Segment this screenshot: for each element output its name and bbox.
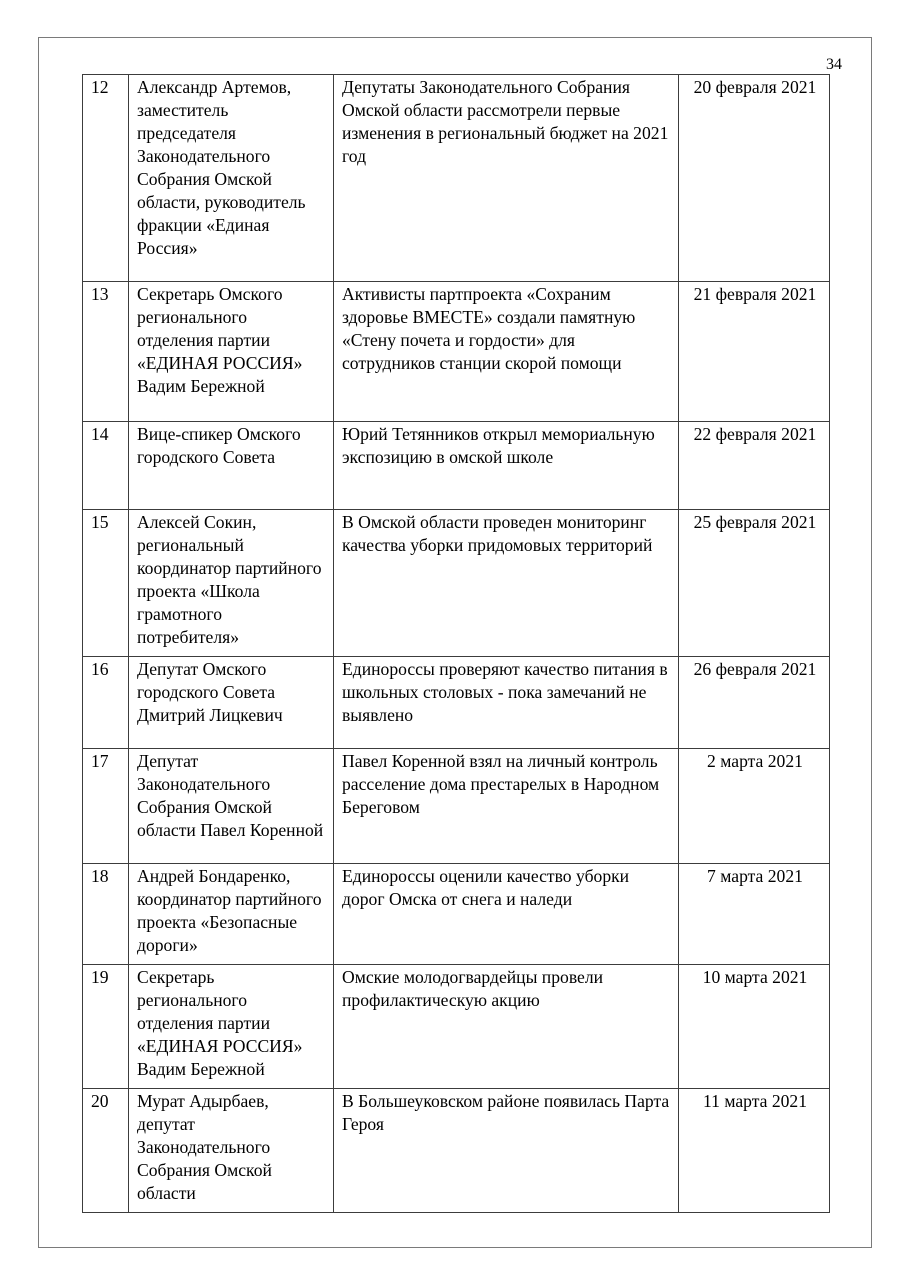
row-person: Вице-спикер Омского городского Совета [129, 422, 334, 510]
row-date: 7 марта 2021 [679, 864, 830, 965]
row-number: 17 [83, 749, 129, 864]
row-number: 18 [83, 864, 129, 965]
row-person: Александр Артемов, заместитель председателя Законодательного Собрания Омской области, руководитель фракции «Единая Россия» [129, 75, 334, 282]
row-event: Юрий Тетянников открыл мемориальную экспозицию в омской школе [334, 422, 679, 510]
table-row [83, 510, 830, 657]
row-number: 19 [83, 965, 129, 1089]
row-date: 26 февраля 2021 [679, 657, 830, 749]
row-date: 11 марта 2021 [679, 1089, 830, 1213]
row-person: Депутат Омского городского Совета Дмитрий Лицкевич [129, 657, 334, 749]
row-event: Единороссы проверяют качество питания в школьных столовых - пока замечаний не выявлено [334, 657, 679, 749]
table-row [83, 75, 830, 282]
row-date: 22 февраля 2021 [679, 422, 830, 510]
row-number: 15 [83, 510, 129, 657]
row-number: 20 [83, 1089, 129, 1213]
row-person: Депутат Законодательного Собрания Омской области Павел Коренной [129, 749, 334, 864]
table-row [83, 422, 830, 510]
row-date: 21 февраля 2021 [679, 282, 830, 422]
row-event: В Омской области проведен мониторинг качества уборки придомовых территорий [334, 510, 679, 657]
row-number: 12 [83, 75, 129, 282]
row-event: Единороссы оценили качество уборки дорог Омска от снега и наледи [334, 864, 679, 965]
row-event: Омские молодогвардейцы провели профилактическую акцию [334, 965, 679, 1089]
row-event: Павел Коренной взял на личный контроль расселение дома престарелых в Народном Береговом [334, 749, 679, 864]
row-number: 16 [83, 657, 129, 749]
page-number: 34 [826, 56, 842, 73]
table-row [83, 282, 830, 422]
row-person: Секретарь регионального отделения партии «ЕДИНАЯ РОССИЯ» Вадим Бережной [129, 965, 334, 1089]
events-table [82, 74, 830, 1213]
row-event: Активисты партпроекта «Сохраним здоровье ВМЕСТЕ» создали памятную «Стену почета и гордости» для сотрудников станции скорой помощи [334, 282, 679, 422]
row-number: 13 [83, 282, 129, 422]
table-row [83, 749, 830, 864]
table-row [83, 864, 830, 965]
row-date: 10 марта 2021 [679, 965, 830, 1089]
row-person: Андрей Бондаренко, координатор партийного проекта «Безопасные дороги» [129, 864, 334, 965]
table-row [83, 657, 830, 749]
row-event: Депутаты Законодательного Собрания Омской области рассмотрели первые изменения в региональный бюджет на 2021 год [334, 75, 679, 282]
row-person: Алексей Сокин, региональный координатор партийного проекта «Школа грамотного потребителя» [129, 510, 334, 657]
row-person: Секретарь Омского регионального отделения партии «ЕДИНАЯ РОССИЯ» Вадим Бережной [129, 282, 334, 422]
table-row [83, 1089, 830, 1213]
row-person: Мурат Адырбаев, депутат Законодательного Собрания Омской области [129, 1089, 334, 1213]
row-date: 25 февраля 2021 [679, 510, 830, 657]
row-date: 20 февраля 2021 [679, 75, 830, 282]
row-date: 2 марта 2021 [679, 749, 830, 864]
table-row [83, 965, 830, 1089]
row-event: В Большеуковском районе появилась Парта Героя [334, 1089, 679, 1213]
row-number: 14 [83, 422, 129, 510]
